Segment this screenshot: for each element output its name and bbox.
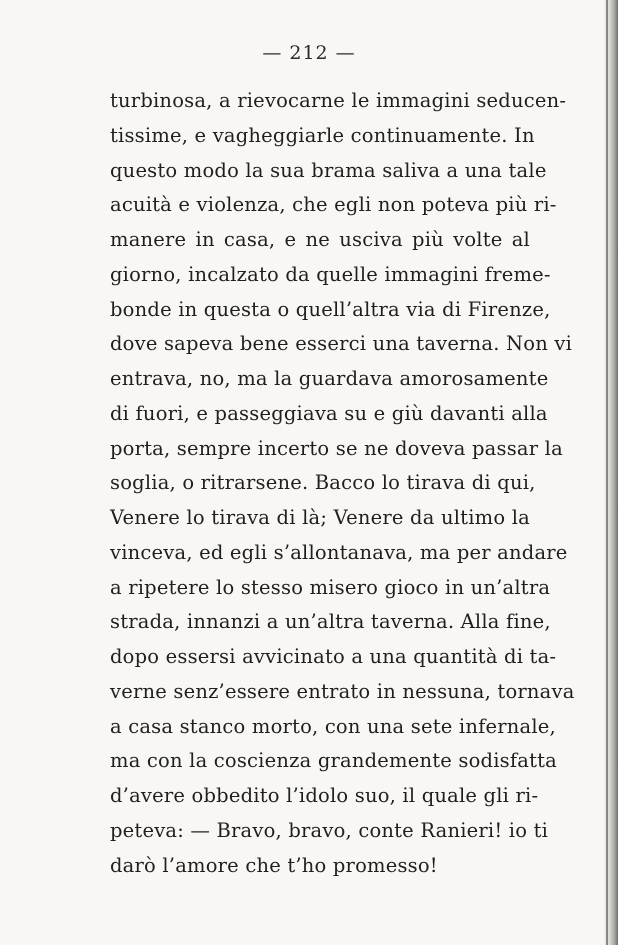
page-number: — 212 — [262,42,356,64]
text-line: acuità e violenza, che egli non poteva più ri- [110,193,557,217]
text-line: vinceva, ed egli s’allontanava, ma per andare [110,540,568,564]
text-line: entrava, no, ma la guardava amorosamente [110,367,549,390]
text-line: peteva: — Bravo, bravo, conte Ranieri! io ti [110,818,549,842]
text-line: a casa stanco morto, con una sete infernale, [110,714,556,738]
text-line: manere in casa, e ne usciva più volte al [110,228,530,251]
text-line: questo modo la sua brama saliva a una tale [110,158,547,182]
text-line: ma con la coscienza grandemente sodisfatta [110,749,558,773]
text-line: dove sapeva bene esserci una taverna. Non vi [110,332,573,356]
text-line: Venere lo tirava di là; Venere da ultimo la [110,506,530,529]
text-line: darò l’amore che t’ho promesso! [110,853,438,877]
text-line: turbinosa, a rievocarne le immagini seducen- [110,89,567,112]
page-text-body [110,84,575,883]
page-edge-line [606,0,608,945]
text-line: bonde in questa o quell’altra via di Firenze, [110,297,551,321]
text-line: a ripetere lo stesso misero gioco in un’altra [110,575,551,599]
text-line: porta, sempre incerto se ne doveva passar la [110,436,563,460]
text-line: strada, innanzi a un’altra taverna. Alla fine, [110,610,551,634]
text-line: d’avere obbedito l’idolo suo, il quale gli ri- [110,784,539,807]
text-line: dopo essersi avvicinato a una quantità di ta- [110,645,557,668]
text-line: giorno, incalzato da quelle immagini freme- [110,262,551,286]
text-line: verne senz’essere entrato in nessuna, tornava [110,679,575,703]
text-line: soglia, o ritrarsene. Bacco lo tirava di qui, [110,471,536,495]
text-line: tissime, e vagheggiarle continuamente. In [110,123,535,147]
text-line: di fuori, e passeggiava su e giù davanti alla [110,401,548,425]
